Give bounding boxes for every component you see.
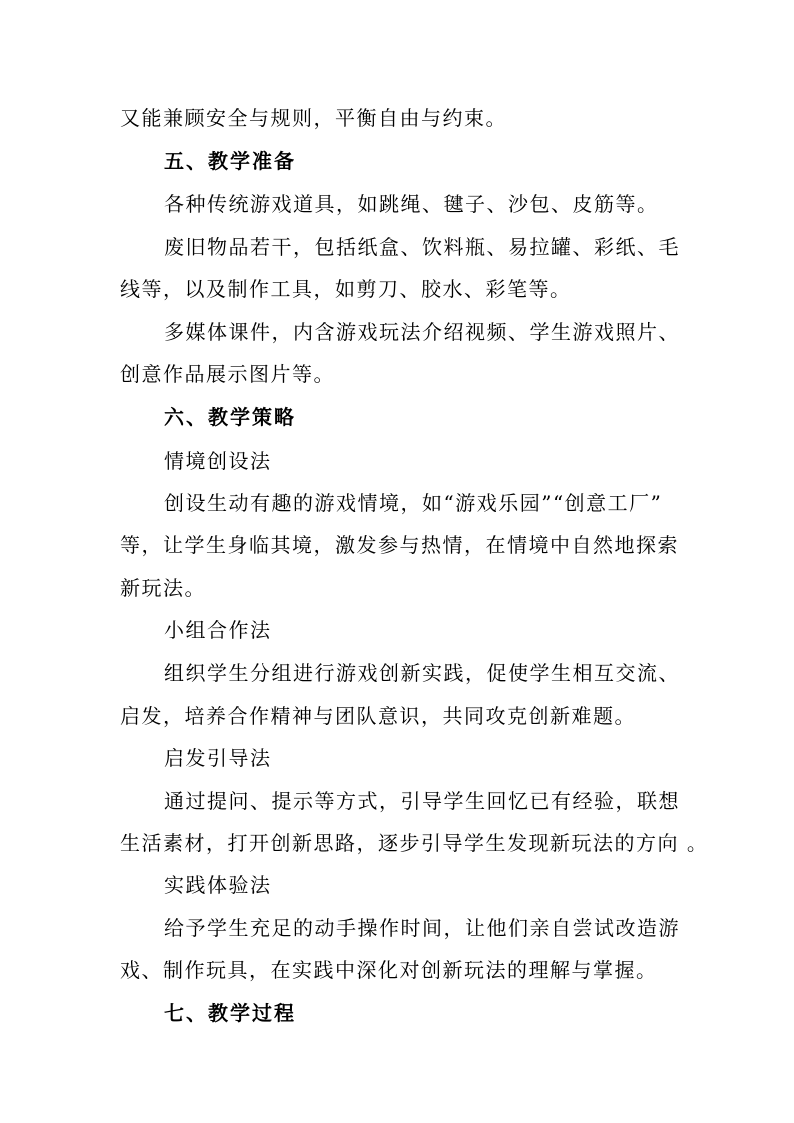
paragraph-line: 通过提问、提示等方式，引导学生回忆已有经验，联想 [164, 789, 680, 813]
paragraph-line: 线等，以及制作工具，如剪刀、胶水、彩笔等。 [120, 277, 572, 301]
subheading-line: 情境创设法 [164, 449, 272, 473]
paragraph-line: 各种传统游戏道具，如跳绳、毽子、沙包、皮筋等。 [164, 192, 659, 216]
paragraph-line: 又能兼顾安全与规则，平衡自由与约束。 [120, 106, 507, 130]
paragraph-line: 启发，培养合作精神与团队意识，共同攻克创新难题。 [120, 704, 636, 728]
subheading-line: 小组合作法 [164, 618, 272, 642]
paragraph-line: 创设生动有趣的游戏情境，如“游戏乐园”“创意工厂” [164, 491, 663, 515]
subheading-line: 启发引导法 [164, 746, 272, 770]
section-heading-process: 七、教学过程 [164, 1001, 296, 1025]
paragraph-line: 等，让学生身临其境，激发参与热情，在情境中自然地探索 [120, 533, 679, 557]
subheading-line: 实践体验法 [164, 873, 272, 897]
paragraph-line: 多媒体课件，内含游戏玩法介绍视频、学生游戏照片、 [164, 320, 680, 344]
paragraph-line: 新玩法。 [120, 576, 206, 600]
paragraph-line: 创意作品展示图片等。 [120, 362, 335, 386]
paragraph-line: 组织学生分组进行游戏创新实践，促使学生相互交流、 [164, 661, 680, 685]
section-heading-strategy: 六、教学策略 [164, 405, 296, 429]
paragraph-line: 戏、制作玩具，在实践中深化对创新玩法的理解与掌握。 [120, 958, 658, 982]
paragraph-line: 给予学生充足的动手操作时间，让他们亲自尝试改造游 [164, 916, 680, 940]
section-heading-preparation: 五、教学准备 [164, 149, 296, 173]
paragraph-line: 生活素材，打开创新思路，逐步引导学生发现新玩法的方向 。 [120, 831, 709, 855]
paragraph-line: 废旧物品若干，包括纸盒、饮料瓶、易拉罐、彩纸、毛 [164, 235, 680, 259]
